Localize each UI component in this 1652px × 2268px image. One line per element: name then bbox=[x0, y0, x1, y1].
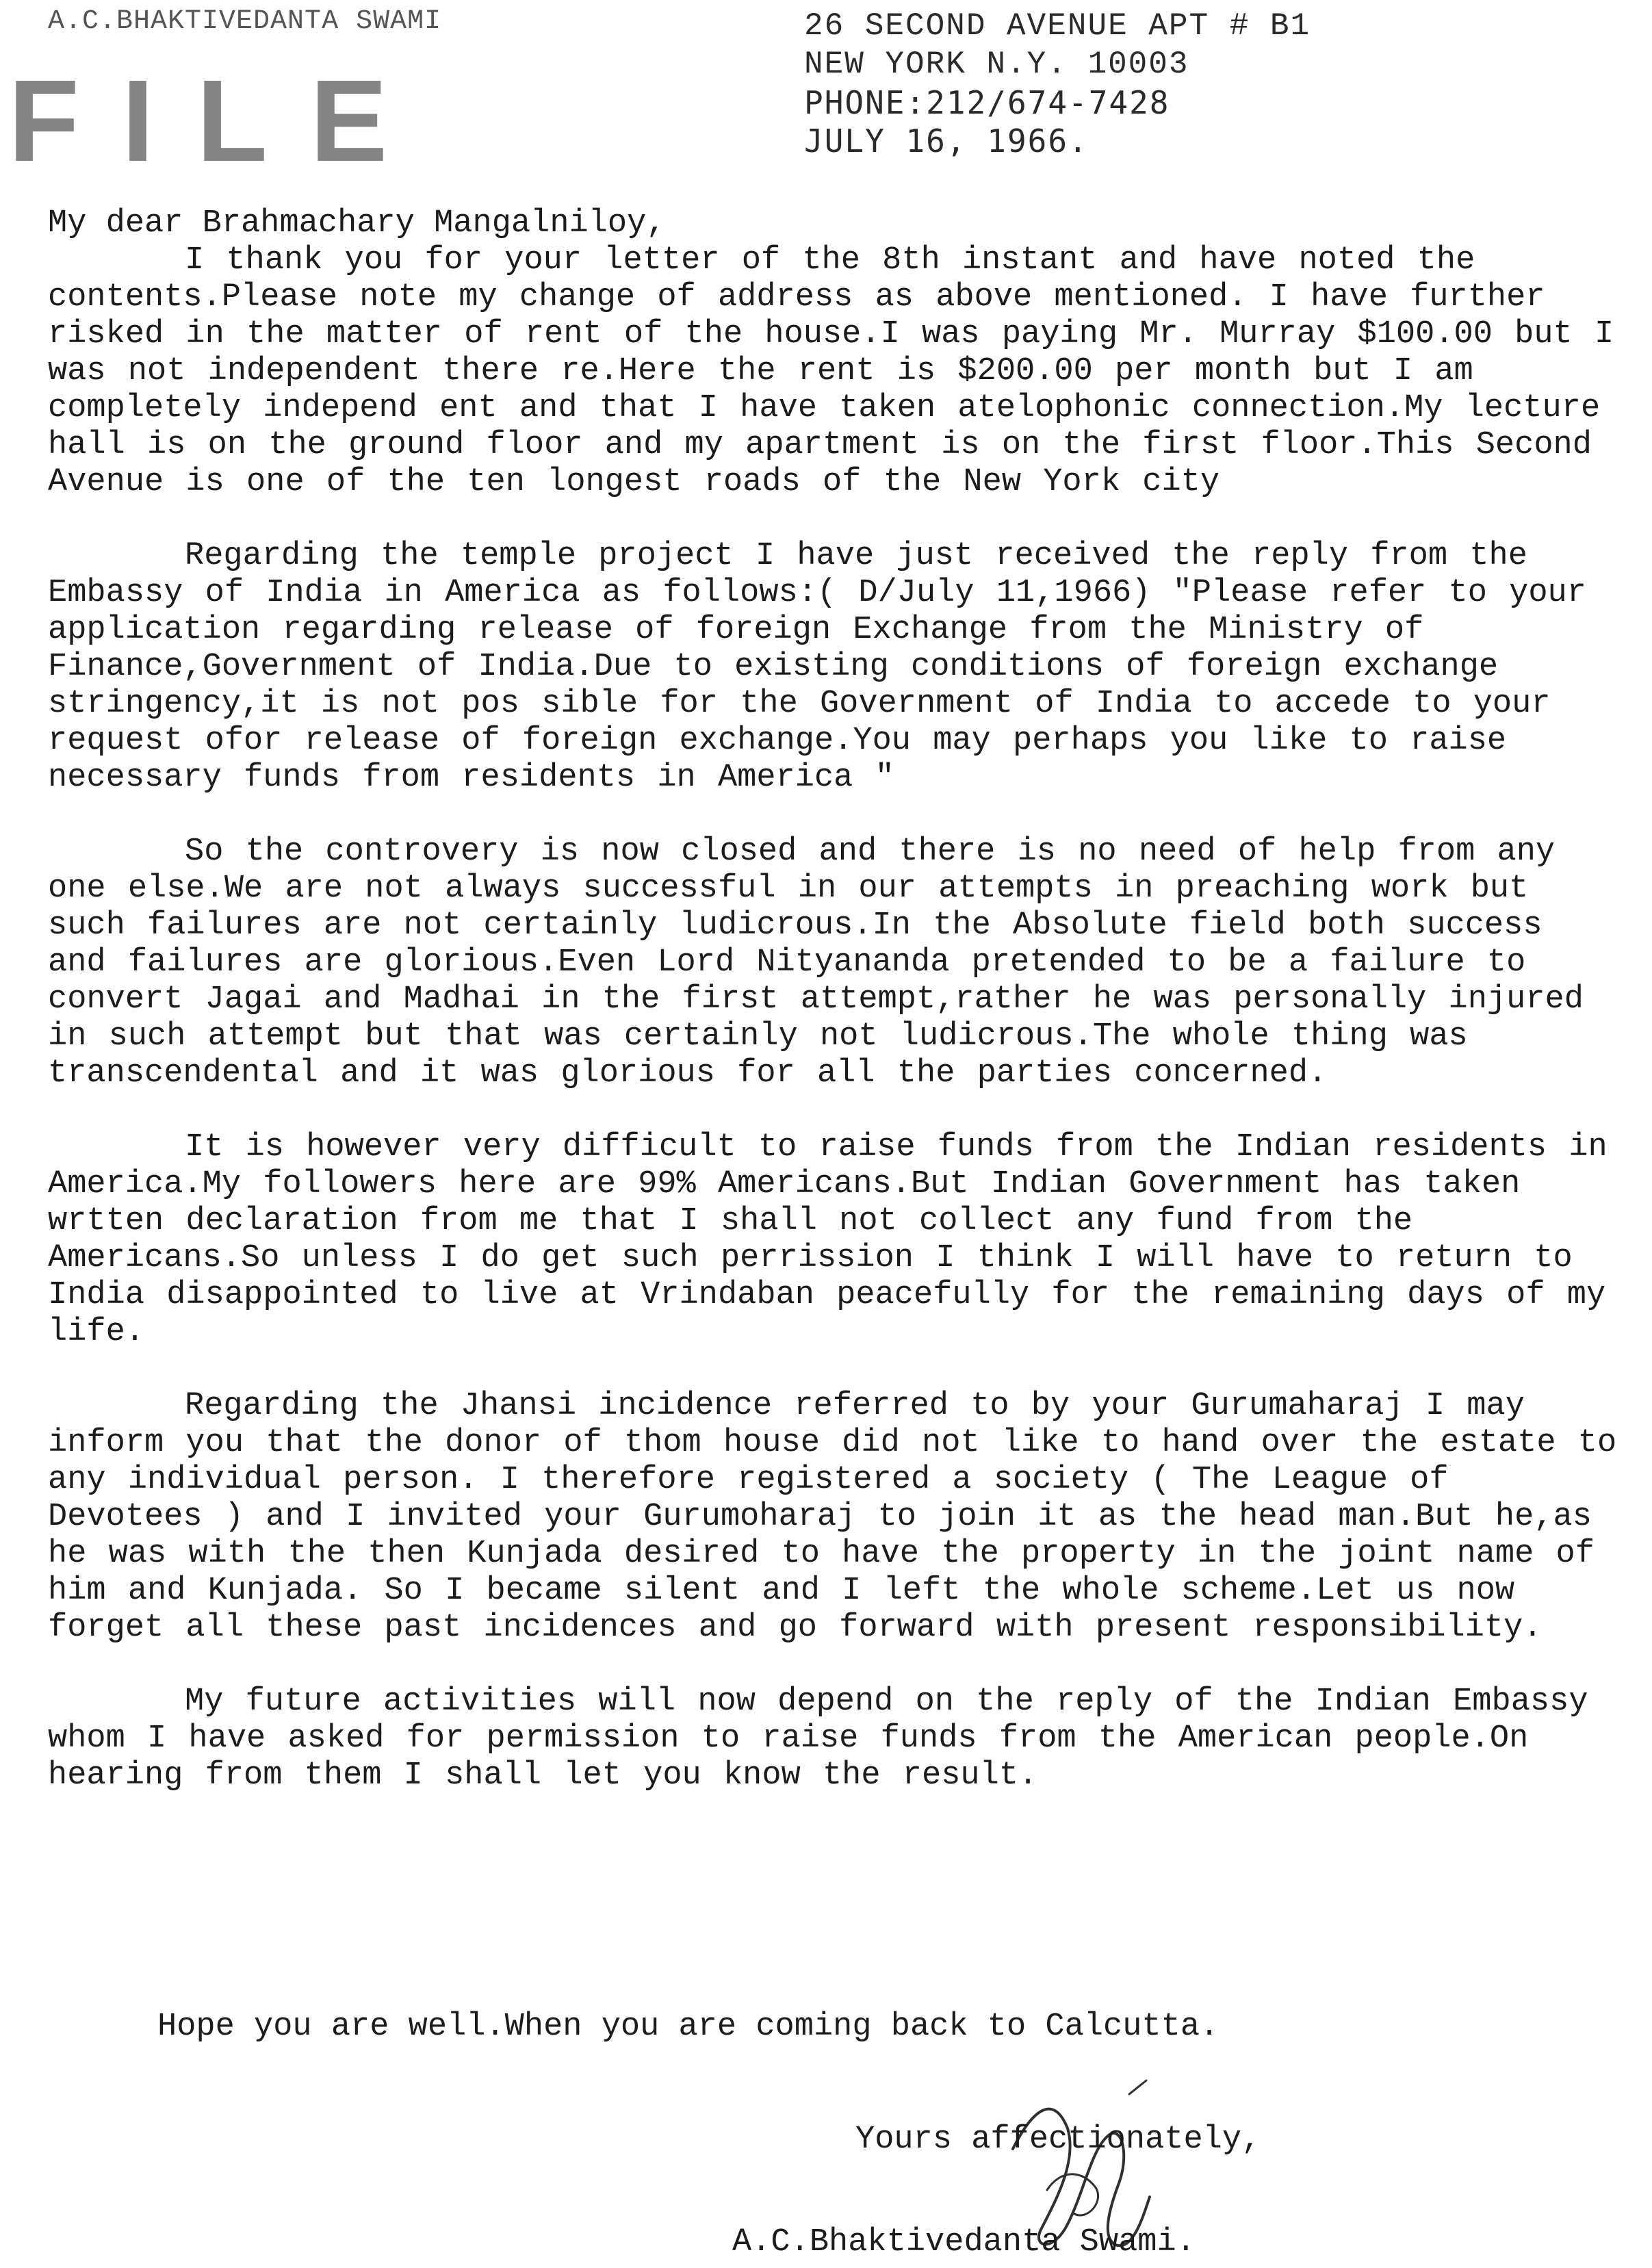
valediction: Yours affectionately, bbox=[855, 2122, 1261, 2158]
paragraph-future: My future activities will now depend on the reply of the Indian Embassy whom I have asked for permission to raise funds from the American people.On hearing from them I shall let you know the result. bbox=[48, 1684, 1588, 1794]
paragraph-controversy: So the controvery is now closed and there is no need of help from any one else.We are not always successful in our attempts in preaching work but such failures are not certainly ludicrous.In the Absolute field both success and failures are glorious.Even Lord Nityananda pretended to be a failure to convert Jagai and Madhai in the first attempt,rather he was personally injured in such attempt but that was certainly not ludicrous.The whole thing was transcendental and it was glorious for all the parties concerned. bbox=[48, 834, 1584, 1092]
phone-number: PHONE:212/674-7428 bbox=[804, 84, 1170, 121]
salutation: My dear Brahmachary Mangalniloy, bbox=[48, 205, 666, 242]
address-line-city: NEW YORK N.Y. 10003 bbox=[804, 47, 1189, 82]
paragraph-jhansi: Regarding the Jhansi incidence referred to by your Gurumaharaj I may inform you that the donor of thom house did not like to hand over the estate to any individual person. I therefore registered a society ( The League of Devotees ) and I invited your Gurumoharaj to join it as the head man.But he,as he was with the then Kunjada desired to have the property in the joint name of him and Kunjada. So I became silent and I left the whole scheme.Let us now forget all these past incidences and go forward with present responsibility. bbox=[48, 1388, 1617, 1646]
closing-line: Hope you are well.When you are coming back to Calcutta. bbox=[157, 2009, 1219, 2045]
letter-date: JULY 16, 1966. bbox=[804, 123, 1089, 159]
file-stamp: FILE bbox=[8, 56, 430, 186]
address-line-street: 26 SECOND AVENUE APT # B1 bbox=[804, 8, 1311, 44]
typed-signature-name: A.C.Bhaktivedanta Swami. bbox=[732, 2224, 1196, 2260]
paragraph-address-change: I thank you for your letter of the 8th instant and have noted the contents.Please note my change of address as above mentioned. I have further risked in the matter of rent of the house.I was paying Mr. Murray $100.00 but I was not independent there re.Here the rent is $200.00 per month but I am completely independ ent and that I have taken atelophonic connection.My lecture hall is on the ground floor and my apartment is on the first floor.This Second Avenue is one of the ten longest roads of the New York city bbox=[48, 242, 1614, 500]
sender-name: A.C.BHAKTIVEDANTA SWAMI bbox=[48, 6, 442, 37]
paragraph-temple-project: Regarding the temple project I have just received the reply from the Embassy of India in America as follows:( D/July 11,1966) "Please refer to your application regarding release of foreign Exchange from the Ministry of Finance,Government of India.Due to existing conditions of foreign exchange stringency,it is not pos sible for the Government of India to accede to your request ofor release of foreign exchange.You may perhaps you like to raise necessary funds from residents in America " bbox=[48, 538, 1586, 796]
paragraph-funds: It is however very difficult to raise funds from the Indian residents in America.My followers here are 99% Americans.But Indian Government has taken wrtten declaration from me that I shall not collect any fund from the Americans.So unless I do get such perrission I think I will have to return to India disappointed to live at Vrindaban peacefully for the remaining days of my life. bbox=[48, 1129, 1608, 1350]
address-block bbox=[804, 7, 1311, 160]
letter-body bbox=[48, 242, 1622, 1831]
